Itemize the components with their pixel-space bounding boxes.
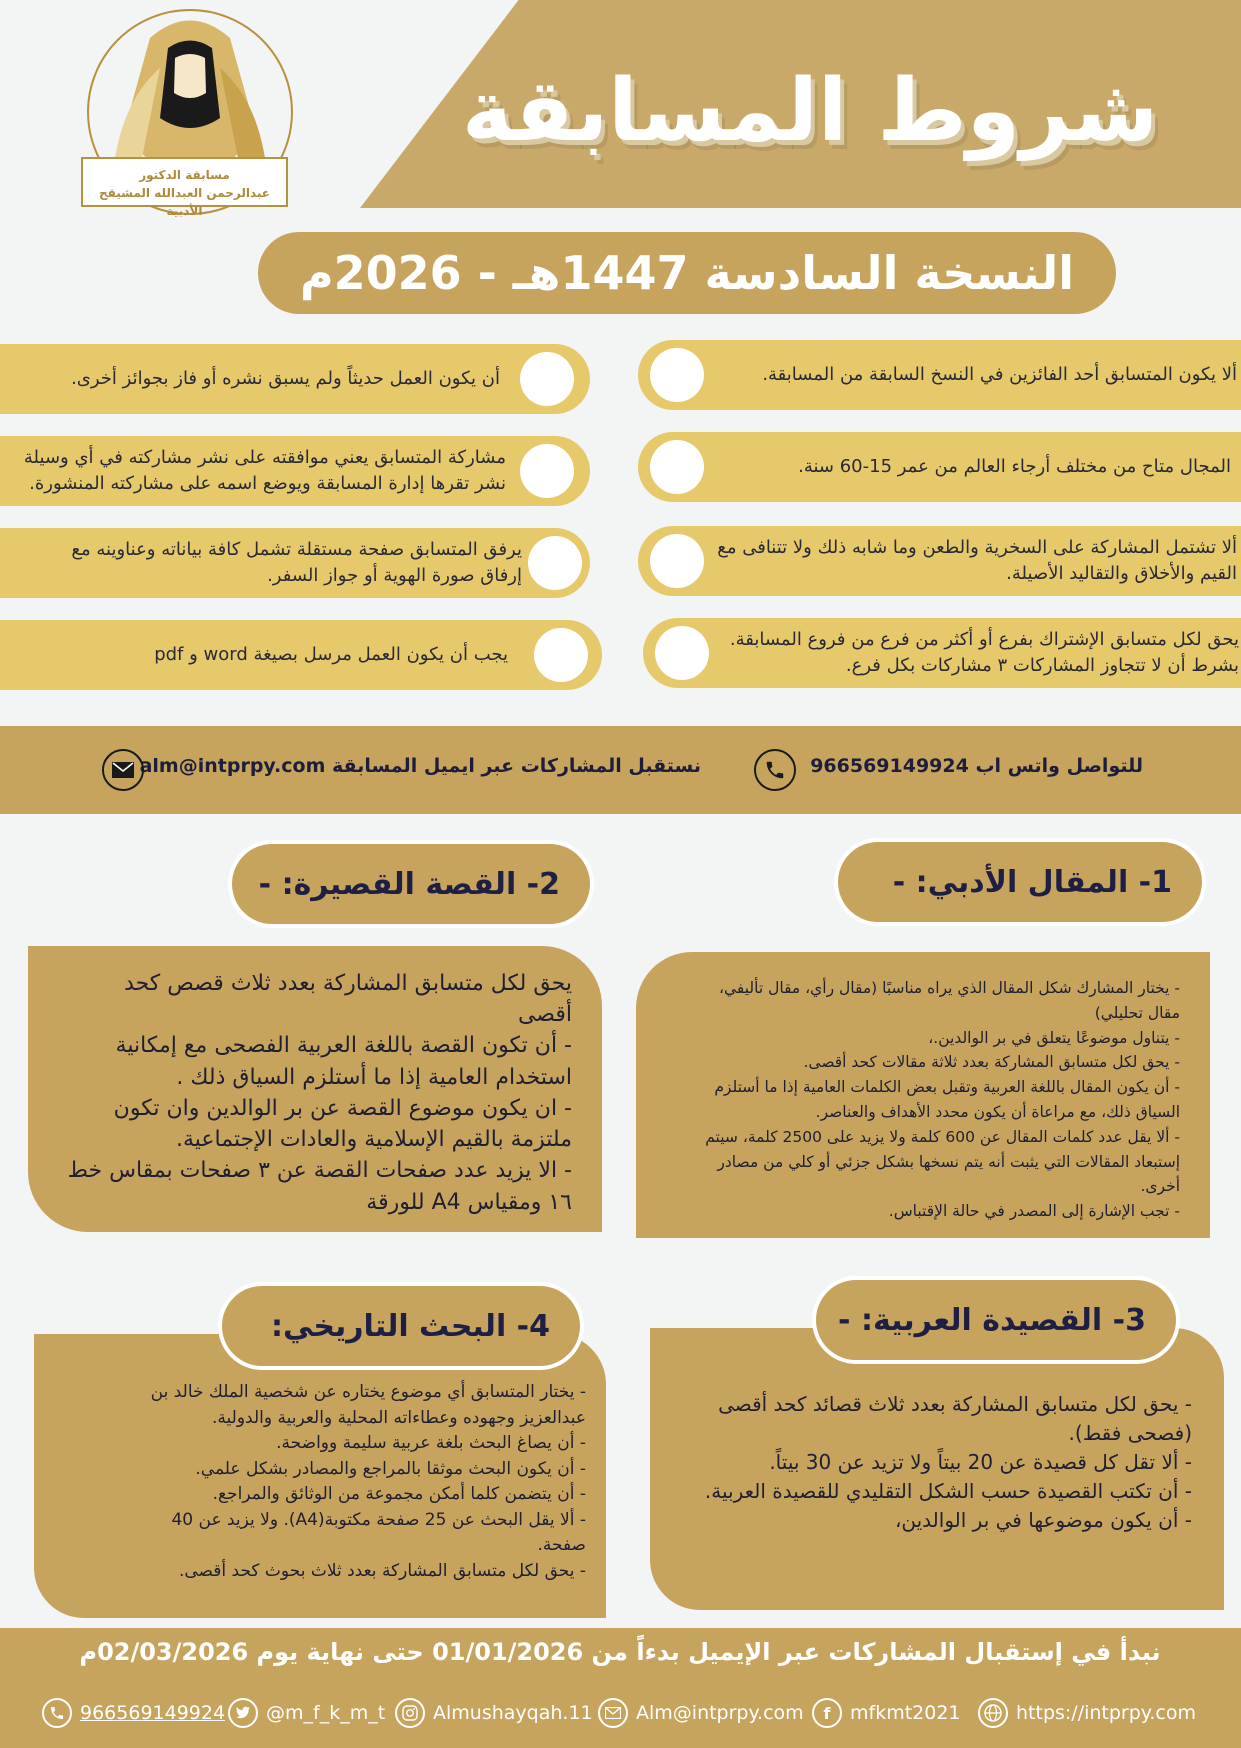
story-line: - أن تكون القصة باللغة العربية الفصحى مع إمكانية [115,1033,572,1059]
email-link[interactable] [598,1696,804,1730]
condition-item [643,618,1241,688]
bullet-circle [534,628,588,682]
research-line: صفحة. [537,1535,586,1555]
poem-heading-pill [812,1276,1180,1364]
page-title: شروط المسابقة [461,61,1159,161]
essay-line: - يحق لكل متسابق المشاركة بعدد ثلاثة مقالات كحد أقصى. [803,1053,1180,1072]
story-line: استخدام العامية إذا ما أستلزم السياق ذلك . [176,1064,572,1090]
instagram-link[interactable] [395,1696,593,1730]
research-line: عبدالعزيز وجهوده وعطاءاته المحلية والعربية والدولية. [212,1407,586,1428]
facebook-link[interactable] [812,1696,961,1730]
essay-heading: 1- المقال الأدبي: - [892,864,1172,900]
submission-dates: نبدأ في إستقبال المشاركات عبر الإيميل بدءاً من 01/01/2026 حتى نهاية يوم 02/03/2026م [79,1638,1161,1666]
globe-icon [978,1698,1008,1728]
bullet-circle [650,534,704,588]
twitter-link[interactable] [228,1696,385,1730]
essay-line: - يختار المشارك شكل المقال الذي يراه مناسبًا (مقال رأي، مقال تأليفي، [718,979,1180,997]
essay-heading-pill [834,838,1206,926]
phone-icon [754,749,796,791]
bullet-circle [528,536,582,590]
research-body [58,1380,586,1584]
competition-logo [80,8,300,222]
research-line: - أن يتضمن كلما أمكن مجموعة من الوثائق والمراجع. [212,1484,586,1504]
research-line: - ألا يقل البحث عن 25 صفحة مكتوبة(A4). ولا يزيد عن 40 [171,1509,586,1530]
condition-text: مشاركة المتسابق يعني موافقته على نشر مشاركته في أي وسيلة نشر تقرها إدارة المسابقة ويوضع اسمه على مشاركته المنشورة. [23,446,506,494]
essay-line: مقال تحليلي) [1094,1003,1180,1022]
email-contact: نستقبل المشاركات عبر ايميل المسابقة alm@intprpy.com [139,755,701,777]
condition-text: ألا يكون المتسابق أحد الفائزين في النسخ السابقة من المسابقة. [762,363,1237,385]
research-heading: 4- البحث التاريخي: [271,1308,550,1344]
research-line: - أن يكون البحث موثقا بالمراجع والمصادر بشكل علمي. [195,1458,586,1479]
phone-number[interactable]: 966569149924 [80,1702,226,1724]
essay-line: إستبعاد المقالات التي يثبت أنه يتم نسخها بشكل جزئي أو كلي من مصادر [717,1152,1180,1171]
story-line: - ان يكون موضوع القصة عن بر الوالدين وان تكون [113,1095,572,1121]
story-line: ١٦ ومقياس A4 للورقة [366,1189,572,1215]
condition-item [638,340,1241,410]
poem-line: - أن يكون موضوعها في بر الوالدين، [894,1508,1192,1532]
condition-item [638,526,1241,596]
story-line: يحق لكل متسابق المشاركة بعدد ثلاث قصص كحد [124,971,572,996]
condition-item [638,432,1241,502]
story-line: - الا يزيد عدد صفحات القصة عن ٣ صفحات بمقاس خط [67,1158,572,1184]
poem-heading: 3- القصيدة العربية: - [838,1302,1146,1338]
essay-body [660,976,1180,1224]
essay-line: - تجب الإشارة إلى المصدر في حالة الإقتباس. [888,1202,1180,1221]
essay-line: - أن يكون المقال باللغة العربية وتقبل بعض الكلمات العامية إذا ما أستلزم [714,1078,1180,1097]
essay-line: - يتناول موضوعًا يتعلق في بر الوالدين.، [928,1028,1180,1047]
bullet-circle [520,444,574,498]
website-text[interactable]: https://intprpy.com [1016,1702,1196,1724]
envelope-icon [102,749,144,791]
essay-line: السياق ذلك، مع مراعاة أن يكون محدد الأهداف والعناصر. [815,1102,1180,1121]
whatsapp-contact: للتواصل واتس اب 966569149924 [810,755,1143,777]
essay-line: أخرى. [1140,1177,1180,1196]
condition-text: ألا تشتمل المشاركة على السخرية والطعن وما شابه ذلك ولا تتنافى مع القيم والأخلاق والتقاليد الأصيلة. [717,536,1237,584]
story-body [40,968,572,1218]
facebook-icon: f [812,1698,842,1728]
condition-text: أن يكون العمل حديثاً ولم يسبق نشره أو فاز بجوائز أخرى. [71,367,500,389]
poem-line: (فصحى فقط). [1068,1421,1192,1445]
email-text[interactable]: Alm@intprpy.com [636,1702,804,1724]
research-line: - أن يصاغ البحث بلغة عربية سليمة وواضحة. [276,1433,586,1453]
logo-caption-line2: عبدالرحمن العبدالله المشيقح الأدبية [98,186,271,218]
condition-item [0,436,590,506]
condition-item [0,528,590,598]
poem-line: - أن تكتب القصيدة حسب الشكل التقليدي للقصيدة العربية. [704,1479,1192,1503]
phone-icon [42,1698,72,1728]
poem-line: - ألا تقل كل قصيدة عن 20 بيتاً ولا تزيد عن 30 بيتاً. [769,1450,1192,1474]
research-heading-pill [218,1282,584,1370]
phone-link[interactable] [42,1696,225,1730]
story-line: ملتزمة بالقيم الإسلامية والعادات الإجتماعية. [175,1127,572,1153]
story-heading: 2- القصة القصيرة: - [258,866,560,902]
poem-line: - يحق لكل متسابق المشاركة بعدد ثلاث قصائد كحد أقصى [718,1392,1192,1416]
instagram-icon [395,1698,425,1728]
website-link[interactable] [978,1696,1196,1730]
condition-text: يحق لكل متسابق الإشتراك بفرع أو أكثر من فرع من فروع المسابقة. بشرط أن لا تتجاوز المشاركات ٣ مشاركات بكل فرع. [729,628,1239,676]
facebook-handle[interactable]: mfkmt2021 [850,1702,961,1724]
condition-text: المجال متاح من مختلف أرجاء العالم من عمر 15-60 سنة. [798,455,1231,477]
condition-item [0,344,590,414]
condition-item [0,620,602,690]
essay-line: - ألا يقل عدد كلمات المقال عن 600 كلمة ولا يزيد على 2500 كلمة، سيتم [705,1127,1180,1146]
story-line: أقصى [517,1002,572,1028]
research-line: - يحق لكل متسابق المشاركة بعدد ثلاث بحوث كحد أقصى. [178,1560,586,1581]
edition-label: النسخة السادسة 1447هـ - 2026م [299,246,1075,300]
bullet-circle [650,348,704,402]
research-line: - يختار المتسابق أي موضوع يختاره عن شخصية الملك خالد بن [150,1382,586,1402]
condition-text: يجب أن يكون العمل مرسل بصيغة word و pdf [154,643,508,665]
instagram-handle[interactable]: Almushayqah.11 [433,1702,593,1724]
story-heading-pill [228,840,594,928]
condition-text: يرفق المتسابق صفحة مستقلة تشمل كافة بياناته وعناوينه مع إرفاق صورة الهوية أو جواز السفر. [71,538,522,586]
edition-pill [258,232,1116,314]
bullet-circle [520,352,574,406]
mail-icon [598,1698,628,1728]
bullet-circle [650,440,704,494]
twitter-icon [228,1698,258,1728]
twitter-handle[interactable]: @m_f_k_m_t [266,1702,386,1724]
bullet-circle [655,626,709,680]
poem-body [672,1390,1192,1535]
logo-caption-line1: مسابقة الدكتور [139,168,230,182]
